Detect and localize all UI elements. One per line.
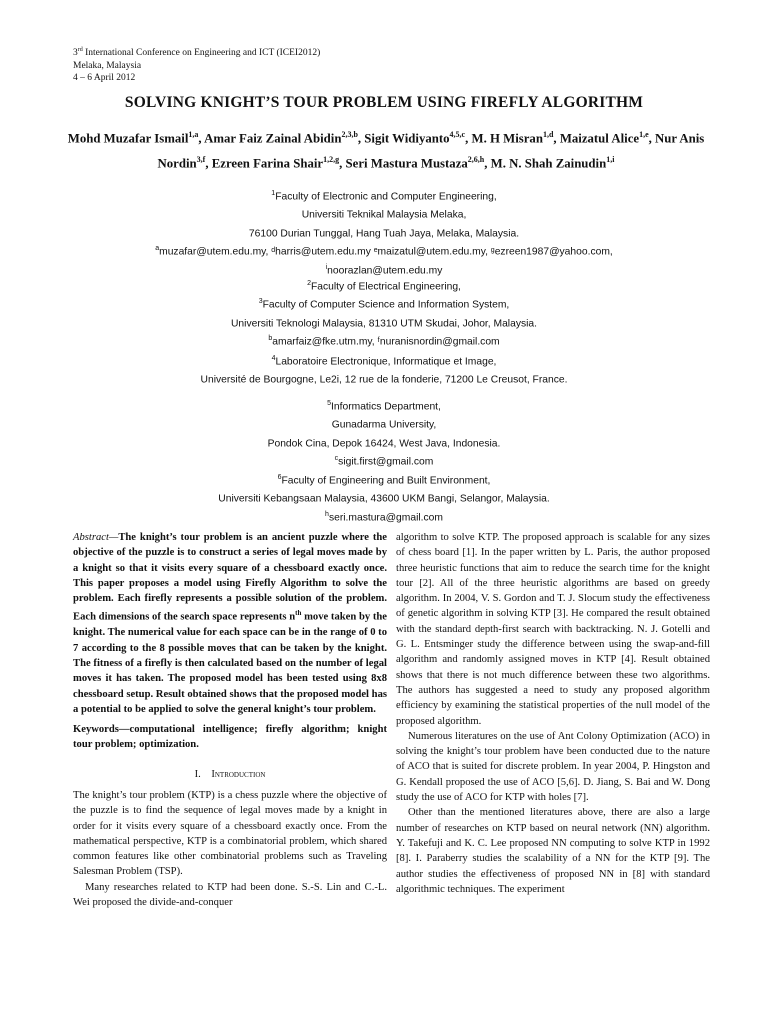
author-name: Seri Mastura Mustaza [345,156,468,171]
affiliation-line [0,313,768,331]
affiliation-line [0,433,768,451]
affiliation-block [0,470,768,525]
affiliation-text: seri.mastura@gmail.com [328,512,443,524]
author-name: Maizatul Alice [559,131,640,146]
affiliation-text: Gunadarma University, [331,419,437,431]
affiliation-line [0,351,768,369]
affiliation-line [0,204,768,222]
keywords: Keywords—computational intelligence; firefly algorithm; knight tour problem; optimization. [73,724,387,751]
author-affiliation-mark: 1,2,g [323,155,340,165]
affiliation-text: Laboratoire Electronique, Informatique et Image, [275,356,497,368]
affiliation-text: Pondok Cina, Depok 16424, West Java, Indonesia. [267,438,501,450]
author-name: Mohd Muzafar Ismail [67,131,189,146]
author-affiliation-mark: 2,3,b [341,130,358,139]
affiliation-block [0,276,768,350]
affiliation-mark: b [268,335,273,343]
affiliation-mark: a [155,245,160,253]
conference-dates: 4 – 6 April 2012 [73,73,136,84]
affiliation-line [0,470,768,488]
affiliation-line [0,488,768,506]
affiliation-mark: 4 [271,355,276,362]
author-affiliation-mark: 4,5,c [449,130,466,139]
affiliation-mark: h [325,510,329,518]
affiliation-line [0,331,768,349]
affiliation-line [0,186,768,204]
affiliation-block [0,351,768,388]
conference-header [73,44,320,85]
abstract: Abstract—The knight’s tour problem is an ancient puzzle where the objective of the puzzle is to construct a series of legal moves made by a knight so that it visits every square of a chessboard exactly once. This paper proposes a model using Firefly Algorithm to solve the problem. Each firefly represents a possible solution of the problem. Each dimensions of the search space represents $n^{th}$ move taken by the knight. The numerical value for each space can be in the range of 0 to 7 according to the 8 possible moves that can be taken by the knight. The fitness of a firefly is then calculated based on the number of legal moves it has taken. The proposed model has been tested using 8x8 chessboard setup. Result obtained shows that the proposed model has a potential to be applied to solve the general knight’s tour problem. [73,532,387,715]
author-affiliation-mark: 1,a [188,130,199,139]
author-name: M. N. Shah Zainudin [490,156,607,171]
affiliation-mark: 3 [258,298,263,306]
affiliation-text: sigit.first@gmail.com [338,456,434,468]
affiliation-text: Informatics Department, [331,401,441,413]
affiliation-text: Université de Bourgogne, Le2i, 12 rue de la fonderie, 71200 Le Creusot, France. [200,374,568,386]
affiliation-line [0,294,768,312]
affiliation-text: Faculty of Computer Science and Information System, [262,299,510,311]
affiliation-mark: 5 [327,400,332,407]
author-affiliation-mark: 1,e [639,130,649,139]
author-separator: , [553,131,560,146]
affiliation-line [0,507,768,525]
author-name: M. H Misran [471,131,543,146]
affiliation-line [0,241,768,259]
affiliation-line [0,276,768,294]
affiliation-text: 76100 Durian Tunggal, Hang Tuah Jaya, Melaka, Malaysia. [248,228,520,240]
author-separator: , [465,131,472,146]
affiliation-text: Universiti Kebangsaan Malaysia, 43600 UKM Bangi, Selangor, Malaysia. [218,493,550,505]
body-paragraph: The knight’s tour problem (KTP) is a chess puzzle where the objective of the puzzle is to find the sequence of legal moves made by a knight in order for it visits every square of a chessboard exactly once. From the mathematical perspective, KTP is a combinatorial problem, which shared common features like other combinatorial problems such as Traveling Salesman Problem (TSP). [73,789,387,878]
body-paragraph: Numerous literatures on the use of Ant Colony Optimization (ACO) in solving the knight’s tour problem have been conducted due to the nature of ACO that is suited for discrete problem. In year 2004, P. Hingston and G. Kendall proposed the use of ACO [5,6]. D. Jiang, S. Bai and W. Dong study the use of ACO for KTP with holes [7]. [396,730,710,804]
affiliation-mark: 2 [307,280,311,287]
affiliation-mark: c [334,455,339,463]
affiliation-block [0,396,768,470]
affiliation-mark: 6 [277,474,282,481]
author-name: Ezreen Farina Shair [211,156,324,171]
affiliation-text: Faculty of Engineering and Built Environment, [281,475,491,487]
author-separator: , [339,156,346,171]
author-separator: , [198,131,205,146]
affiliation-block [0,186,768,278]
affiliation-text: muzafar@utem.edu.my, ᵈharris@utem.edu.my ᵉmaizatul@utem.edu.my, ᵍezreen1987@yahoo.com, [159,246,613,258]
author-affiliation-mark: 2,6,h [467,155,485,165]
left-column [73,530,387,910]
affiliation-mark: i [325,263,328,271]
affiliation-line [0,369,768,387]
author-separator: , [484,156,491,171]
author-affiliation-mark: 3,f [196,155,206,165]
author-separator: , [648,131,656,146]
author-name: Amar Faiz Zainal Abidin [204,131,342,146]
author-list [66,124,706,175]
affiliation-text: noorazlan@utem.edu.my [327,265,443,277]
author-affiliation-mark: 1,i [606,155,615,165]
body-paragraph: algorithm to solve KTP. The proposed approach is scalable for any sizes of chess board [1]. In the paper written by L. Paris, the author proposed three heuristic functions that aim to reduce the search time for the knight tour [2]. All of the three heuristic algorithms are based on greedy algorithm. In 2004, V. S. Gordon and T. J. Slocum study the effectiveness of genetic algorithm in solving KTP [3]. He compared the result obtained with the standard depth-first search with backtracking. N. J. Gotelli and G. L. Entsminger study the difference between using the swap-and-fill algorithm and randomly assigned moves in KTP [4]. Result obtained shows that there is not much difference between these two algorithms. The authors has suggested a need to study any proposed algorithm efficiency by examining the statistical properties of the null model of the proposed algorithm. [396,532,710,727]
affiliation-text: amarfaiz@fke.utm.my, ᶠnuranisnordin@gmail.com [272,336,500,348]
section-heading: I. Introduction [194,768,266,780]
body-paragraph: Other than the mentioned literatures above, there are also a large number of researches on KTP based on neural network (NN) algorithm. Y. Takefuji and K. C. Lee proposed NN computing to solve KTP in 1992 [8]. I. Paraberry studies the scalability of a NN for the KTP [9]. The author studies the effectiveness of proposed NN in [8] with standard algorithmic techniques. The experiment [396,807,710,895]
author-name: Sigit Widiyanto [364,131,450,146]
affiliation-mark: 1 [271,190,276,197]
affiliation-line [0,451,768,469]
conference-location: Melaka, Malaysia [73,60,142,71]
affiliation-line [0,396,768,414]
conference-line: 3rd International Conference on Engineering and ICT (ICEI2012) [73,47,321,59]
paper-title: SOLVING KNIGHT’S TOUR PROBLEM USING FIREFLY ALGORITHM [124,94,644,111]
affiliation-text: Universiti Teknologi Malaysia, 81310 UTM Skudai, Johor, Malaysia. [231,318,537,330]
affiliation-text: Universiti Teknikal Malaysia Melaka, [301,209,467,221]
right-column [396,530,710,897]
affiliation-line [0,223,768,241]
author-separator: , [357,131,365,146]
author-name: Nur Anis Nordin [157,131,705,171]
affiliation-text: Faculty of Electrical Engineering, [310,281,461,293]
author-affiliation-mark: 1,d [542,130,554,139]
author-separator: , [205,156,212,171]
affiliation-text: Faculty of Electronic and Computer Engineering, [275,191,497,203]
body-paragraph: Many researches related to KTP had been done. S.-S. Lin and C.-L. Wei proposed the divide-and-conquer [73,881,387,909]
affiliation-line [0,414,768,432]
